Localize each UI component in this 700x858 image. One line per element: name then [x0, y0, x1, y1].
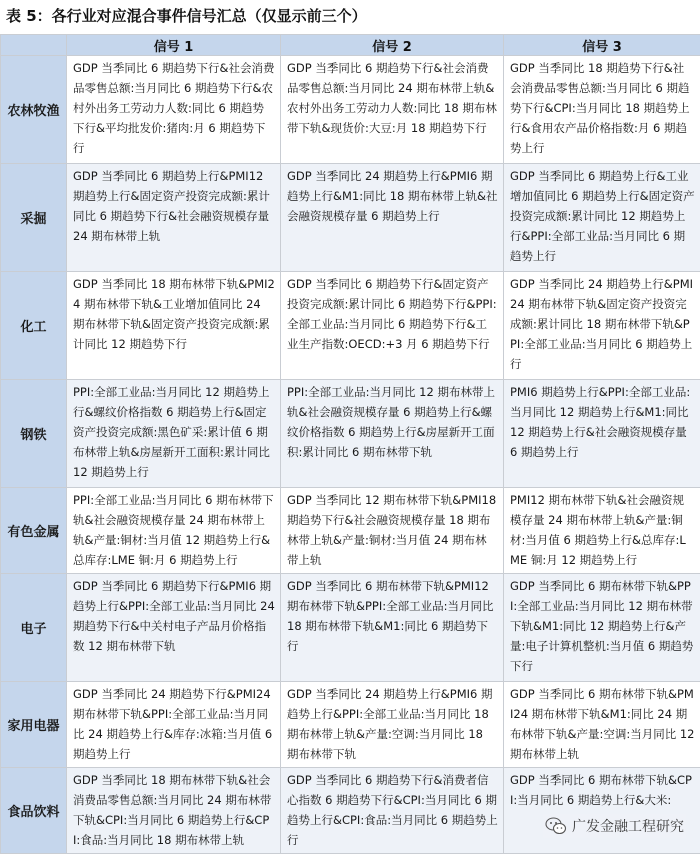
signal-cell: GDP 当季同比 24 期趋势下行&PMI24 期布林带下轨&PPI:全部工业品:当月同比 24 期趋势上行&库存:冰箱:当月值 6 期趋势上行 — [67, 682, 281, 768]
industry-label: 农林牧渔 — [1, 56, 67, 164]
header-signal-1: 信号 1 — [67, 35, 281, 56]
signal-cell: GDP 当季同比 6 期布林带下轨&PMI24 期布林带下轨&M1:同比 24 期布林带下轨&产量:空调:当月同比 12 期布林带上轨 — [504, 682, 700, 768]
header-signal-2: 信号 2 — [281, 35, 504, 56]
industry-label: 食品饮料 — [1, 768, 67, 854]
table-row — [1, 380, 700, 488]
table-row — [1, 56, 700, 164]
signal-cell: GDP 当季同比 18 期布林带下轨&社会消费品零售总额:当月同比 24 期布林带下轨&CPI:当月同比 6 期趋势上行&CPI:食品:当月同比 18 期布林带上轨 — [67, 768, 281, 854]
signal-cell: GDP 当季同比 6 期趋势上行&PMI12 期趋势上行&固定资产投资完成额:累计同比 6 期趋势下行&社会融资规模存量 24 期布林带上轨 — [67, 164, 281, 272]
signal-cell: PMI6 期趋势上行&PPI:全部工业品:当月同比 12 期趋势上行&M1:同比 12 期趋势上行&社会融资规模存量 6 期趋势上行 — [504, 380, 700, 488]
signal-cell: PMI12 期布林带下轨&社会融资规模存量 24 期布林带上轨&产量:铜材:当月值 6 期趋势上行&总库存:LME 铜:月 12 期趋势上行 — [504, 488, 700, 574]
header-corner — [1, 35, 67, 56]
industry-label: 有色金属 — [1, 488, 67, 574]
industry-label: 家用电器 — [1, 682, 67, 768]
signal-cell: GDP 当季同比 6 期布林带下轨&CPI:当月同比 6 期趋势上行&大米: — [504, 768, 700, 854]
table-title: 表 5：各行业对应混合事件信号汇总（仅显示前三个） — [6, 7, 367, 25]
signal-cell: GDP 当季同比 6 期趋势下行&消费者信心指数 6 期趋势下行&CPI:当月同比 6 期趋势上行&CPI:食品:当月同比 6 期趋势上行 — [281, 768, 504, 854]
table-row — [1, 164, 700, 272]
signals-table — [0, 34, 700, 854]
wechat-icon — [545, 817, 567, 835]
watermark-text: 广发金融工程研究 — [572, 819, 684, 835]
industry-label: 采掘 — [1, 164, 67, 272]
signal-cell: PPI:全部工业品:当月同比 12 期布林带上轨&社会融资规模存量 6 期趋势上行&螺纹价格指数 6 期趋势上行&房屋新开工面积:累计同比 6 期布林带下轨 — [281, 380, 504, 488]
signal-cell: GDP 当季同比 12 期布林带下轨&PMI18 期趋势下行&社会融资规模存量 18 期布林带上轨&产量:铜材:当月值 24 期布林带上轨 — [281, 488, 504, 574]
watermark — [543, 814, 686, 838]
table-header-row — [1, 35, 700, 56]
signal-cell: GDP 当季同比 6 期趋势下行&固定资产投资完成额:累计同比 6 期趋势下行&PPI:全部工业品:当月同比 6 期趋势下行&工业生产指数:OECD:+3 月 6 期趋势下行 — [281, 272, 504, 380]
signal-cell: GDP 当季同比 6 期趋势下行&社会消费品零售总额:当月同比 24 期布林带上轨&农村外出务工劳动力人数:同比 18 期布林带下轨&现货价:大豆:月 18 期趋势下行 — [281, 56, 504, 164]
signal-cell: GDP 当季同比 6 期趋势下行&社会消费品零售总额:当月同比 6 期趋势下行&农村外出务工劳动力人数:同比 6 期趋势下行&平均批发价:猪肉:月 6 期趋势下行 — [67, 56, 281, 164]
signal-cell: GDP 当季同比 18 期趋势下行&社会消费品零售总额:当月同比 6 期趋势下行&CPI:当月同比 18 期趋势上行&食用农产品价格指数:月 6 期趋势上行 — [504, 56, 700, 164]
industry-label: 电子 — [1, 574, 67, 682]
signal-cell: GDP 当季同比 6 期趋势上行&工业增加值同比 6 期趋势上行&固定资产投资完成额:累计同比 12 期趋势上行&PPI:全部工业品:当月同比 6 期趋势上行 — [504, 164, 700, 272]
signal-cell: GDP 当季同比 24 期趋势上行&PMI24 期布林带下轨&固定资产投资完成额:累计同比 18 期布林带下轨&PPI:全部工业品:当月同比 6 期趋势上行 — [504, 272, 700, 380]
industry-label: 钢铁 — [1, 380, 67, 488]
table-row — [1, 574, 700, 682]
signal-cell: GDP 当季同比 24 期趋势上行&PMI6 期趋势上行&PPI:全部工业品:当月同比 18 期布林带上轨&产量:空调:当月同比 18 期布林带下轨 — [281, 682, 504, 768]
signal-cell: GDP 当季同比 18 期布林带下轨&PMI24 期布林带下轨&工业增加值同比 24 期布林带下轨&固定资产投资完成额:累计同比 12 期趋势下行 — [67, 272, 281, 380]
signal-cell: GDP 当季同比 6 期布林带下轨&PPI:全部工业品:当月同比 12 期布林带下轨&M1:同比 12 期趋势上行&产量:电子计算机整机:当月值 6 期趋势下行 — [504, 574, 700, 682]
table-row — [1, 488, 700, 574]
table-row — [1, 682, 700, 768]
signal-cell: GDP 当季同比 6 期布林带下轨&PMI12 期布林带下轨&PPI:全部工业品:当月同比 18 期布林带下轨&M1:同比 6 期趋势下行 — [281, 574, 504, 682]
table-row — [1, 768, 700, 854]
industry-label: 化工 — [1, 272, 67, 380]
signal-cell: PPI:全部工业品:当月同比 6 期布林带下轨&社会融资规模存量 24 期布林带上轨&产量:铜材:当月值 12 期趋势上行&总库存:LME 铜:月 6 期趋势上行 — [67, 488, 281, 574]
table-row — [1, 272, 700, 380]
signal-cell: PPI:全部工业品:当月同比 12 期趋势上行&螺纹价格指数 6 期趋势上行&固定资产投资完成额:黑色矿采:累计值 6 期布林带上轨&房屋新开工面积:累计同比 12 期趋势上行 — [67, 380, 281, 488]
signal-cell: GDP 当季同比 6 期趋势下行&PMI6 期趋势上行&PPI:全部工业品:当月同比 24 期趋势下行&中关村电子产品月价格指数 12 期布林带下轨 — [67, 574, 281, 682]
header-signal-3: 信号 3 — [504, 35, 700, 56]
signal-cell: GDP 当季同比 24 期趋势上行&PMI6 期趋势上行&M1:同比 18 期布林带上轨&社会融资规模存量 6 期趋势上行 — [281, 164, 504, 272]
